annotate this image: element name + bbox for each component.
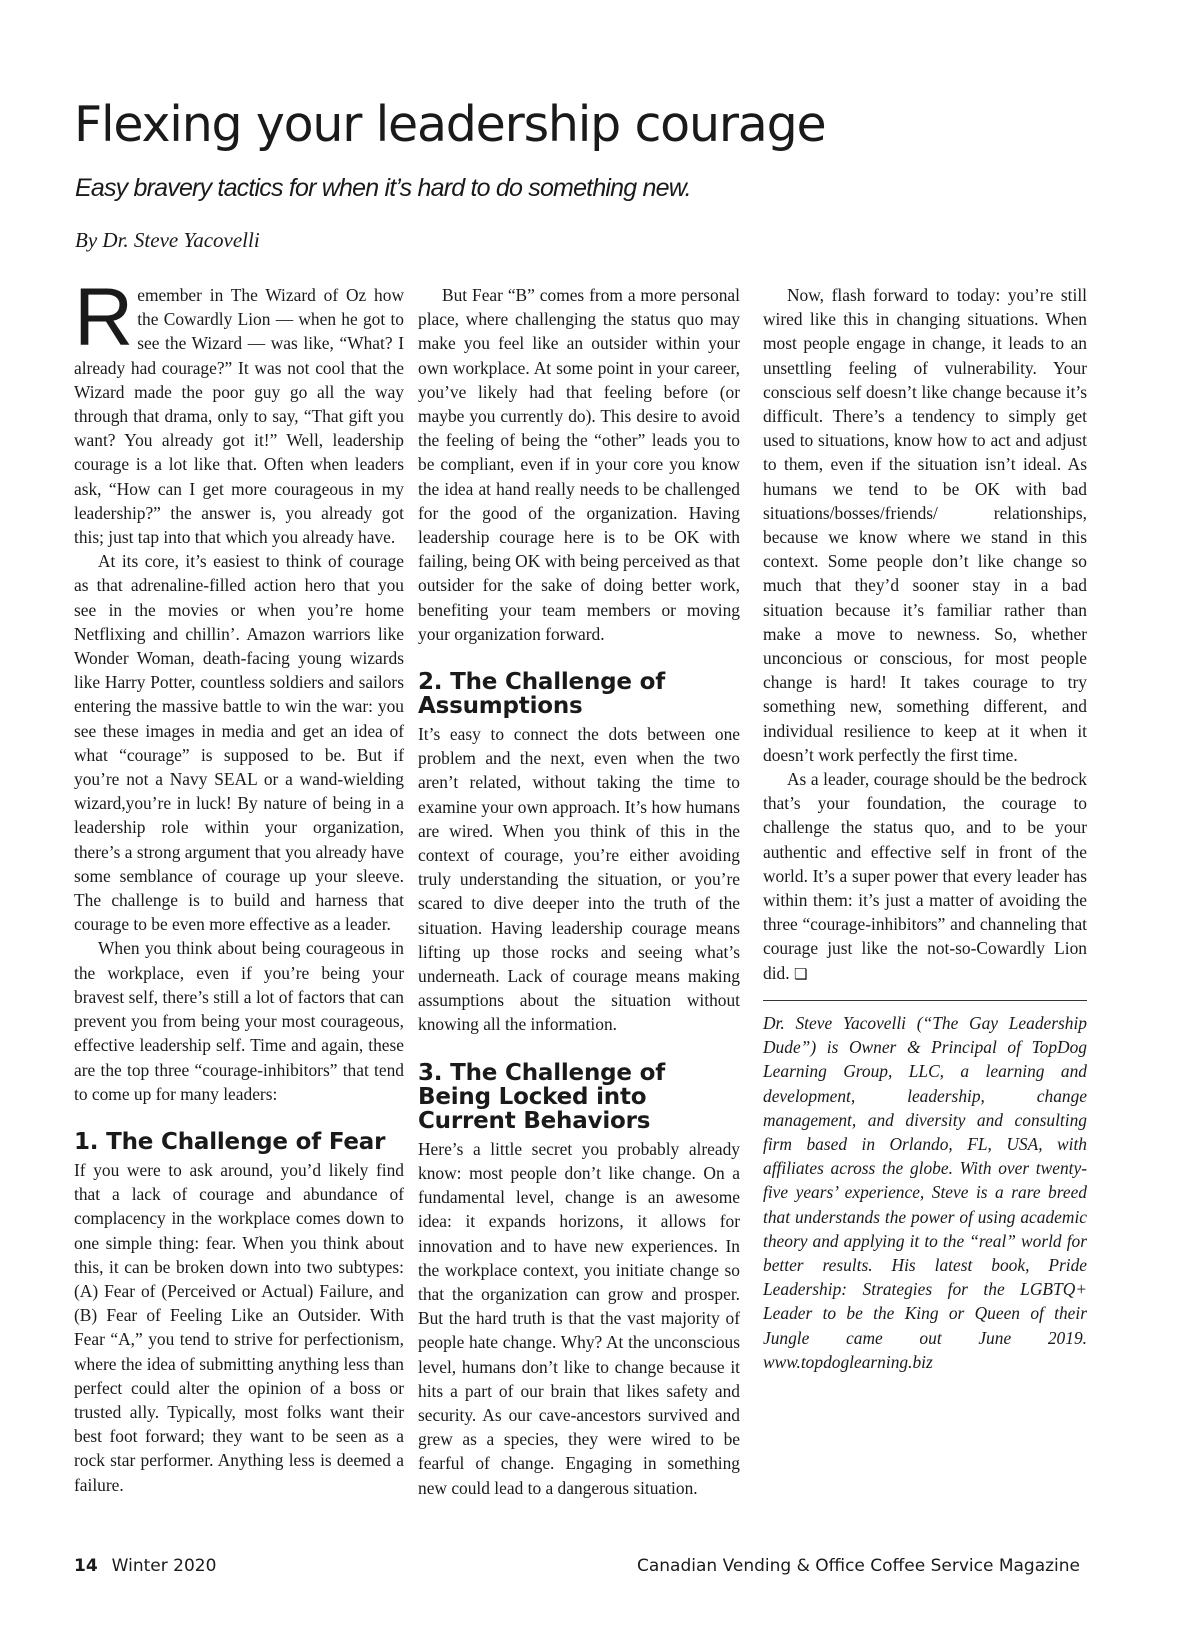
section-3-paragraph-1: Here’s a little secret you probably already know: most people don’t like change. On a fundamental level, change is an awesome idea: it expands horizons, it allows for innovation and to have new experiences. In the workplace context, you initiate change so that the organization can grow and prosper. But the hard truth is that the vast majority of people hate change. Why? At the unconscious level, humans don’t like to change because it hits a part of our brain that likes safety and security. As our cave-ancestors survived and grew as a species, they were wired to be fearful of change. Engaging in something new could lead to a dangerous situation. xyxy=(418,1138,740,1498)
section-3-paragraph-2: Now, flash forward to today: you’re still wired like this in changing situations. When most people engage in change, it leads to an unsettling feeling of vulnerability. Your conscious self doesn’t like change because it’s difficult. There’s a tendency to simply get used to situations, know how to act and adjust to them, even if the situation isn’t ideal. As humans we tend to be OK with bad situations/bosses/friends/ relationships, because we know where we stand in this context. Some people don’t like change so much that they’d sooner stay in a bad situation because it’s familiar rather than make a move to newness. So, whether unconcious or conscious, for most people change is hard! It takes courage to try something new, something different, and individual resilience to keep at it when it doesn’t work perfectly the first time. xyxy=(763,285,1087,765)
text-column-1 xyxy=(74,272,404,1497)
page-number: 14 xyxy=(74,1556,98,1576)
section-2-heading: 2. The Challenge of Assumptions xyxy=(418,669,666,720)
drop-cap: R xyxy=(74,272,134,363)
end-mark-icon: ❏ xyxy=(793,964,808,983)
intro-paragraph-1-text: emember in The Wizard of Oz how the Cowardly Lion — when he got to see the Wizard — was like, “What? I already had courage?” It was not cool that the Wizard made the poor guy go all the way through that drama, only to say, “That gift you want? You already got it!” Well, leadership courage is a lot like that. Often when leaders ask, “How can I get more courageous in my leadership?” the answer is, you already got this; just tap into that which you already have. xyxy=(74,285,404,548)
section-3-paragraph-3 xyxy=(763,767,1087,986)
text-column-2 xyxy=(418,283,740,1500)
publication-name: Canadian Vending & Office Coffee Service Magazine xyxy=(636,1556,1080,1576)
issue-label: Winter 2020 xyxy=(111,1556,217,1576)
text-column-3 xyxy=(763,283,1087,1374)
section-2-paragraph-1: It’s easy to connect the dots between one problem and the next, even when the two aren’t related, without taking the time to examine your own approach. It’s how humans are wired. When you think of this in the context of courage, you’re either avoiding truly understanding the situation, or you’re scared to dive deeper into the truth of the situation. Having leadership courage means lifting up those rocks and seeing what’s underneath. Lack of courage means making assumptions about the situation without knowing all the information. xyxy=(418,724,740,1035)
intro-paragraph-1 xyxy=(74,272,404,549)
bio-divider xyxy=(763,1000,1087,1001)
intro-paragraph-2: At its core, it’s easiest to think of courage as that adrenaline-filled action hero that you see in the movies or when you’re home Netflixing and chillin’. Amazon warriors like Wonder Woman, death-facing young wizards like Harry Potter, countless soldiers and sailors entering the massive battle to win the war: you see these images in media and get an idea of what “courage” is supposed to be. But if you’re not a Navy SEAL or a wand-wielding wizard,you’re in luck! By nature of being in a leadership role within your organization, there’s a strong argument that you already have some semblance of courage up your sleeve. The challenge is to build and harness that courage to be even more effective as a leader. xyxy=(74,551,404,935)
article-title: Flexing your leadership courage xyxy=(74,96,826,153)
section-1-paragraph-2: But Fear “B” comes from a more personal place, where challenging the status quo may make you feel like an outsider within your own workplace. At some point in your career, you’ve likely had that feeling before (or maybe you currently do). This desire to avoid the feeling of being the “other” leads you to be compliant, even if in your core you know the idea at hand really needs to be challenged for the good of the organization. Having leadership courage here is to be OK with failing, being OK with being perceived as that outsider for the sake of doing better work, benefiting your team members or moving your organization forward. xyxy=(418,285,740,644)
section-3-heading: 3. The Challenge of Being Locked into Current Behaviors xyxy=(418,1059,666,1134)
section-3-paragraph-3-text: As a leader, courage should be the bedrock that’s your foundation, the courage to challenge the status quo, and to be your authentic and effective self in front of the world. It’s a super power that every leader has within them: it’s just a matter of avoiding the three “courage-inhibitors” and channeling that courage just like the not-so-Cowardly Lion did. xyxy=(763,769,1087,983)
section-1-paragraph-1: If you were to ask around, you’d likely find that a lack of courage and abundance of complacency in the workplace comes down to one simple thing: fear. When you think about this, it can be broken down into two subtypes: (A) Fear of (Perceived or Actual) Failure, and (B) Fear of Feeling Like an Outsider. With Fear “A,” you tend to strive for perfectionism, where the idea of submitting anything less than perfect could alter the opinion of a boss or trusted ally. Typically, most folks want their best foot forward; they want to be seen as a rock star performer. Anything less is deemed a failure. xyxy=(74,1159,404,1495)
article-subtitle: Easy bravery tactics for when it’s hard to do something new. xyxy=(75,174,691,202)
article-byline: By Dr. Steve Yacovelli xyxy=(75,228,260,252)
section-1-heading: 1. The Challenge of Fear xyxy=(74,1128,386,1155)
footer-left xyxy=(74,1556,216,1576)
author-bio: Dr. Steve Yacovelli (“The Gay Leadership Dude”) is Owner & Principal of TopDog Learning Group, LLC, a learning and development, leadership, change management, and diversity and consulting firm based in Orlando, FL, USA, with affiliates across the globe. With over twenty-five years’ experience, Steve is a rare breed that understands the power of using academic theory and applying it to the “real” world for better results. His latest book, Pride Leadership: Strategies for the LGBTQ+ Leader to be the King or Queen of their Jungle came out June 2019. www.topdoglearning.biz xyxy=(763,1012,1087,1372)
intro-paragraph-3: When you think about being courageous in the workplace, even if you’re being your bravest self, there’s still a lot of factors that can prevent you from being your most courageous, effective leadership self. Time and again, these are the top three “courage-inhibitors” that tend to come up for many leaders: xyxy=(74,938,404,1104)
